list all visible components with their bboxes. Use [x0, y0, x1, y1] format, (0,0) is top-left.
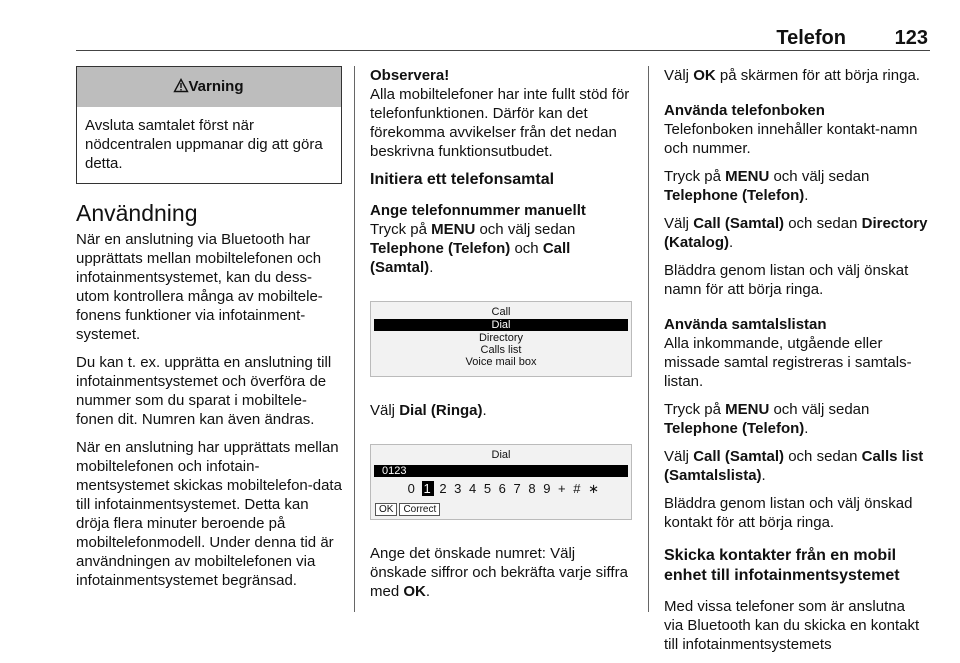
- text: .: [761, 467, 766, 484]
- paragraph: [370, 201, 632, 277]
- menu-key-label: MENU: [725, 168, 770, 185]
- menu-key-label: MENU: [431, 221, 476, 238]
- page-number: 123: [894, 27, 928, 49]
- subheading: Använda telefonboken: [664, 102, 825, 119]
- text: Välj: [664, 215, 694, 232]
- paragraph: [664, 167, 928, 205]
- subheading: Använda samtalslistan: [664, 316, 827, 333]
- note-text: Alla mobiltelefoner har inte fullt stöd för telefonfunktionen. Därför kan det förekomma avvikelser från det nedan beskrivna funktionsutbudet.: [370, 86, 630, 160]
- subheading: Ange telefonnummer manuellt: [370, 202, 586, 219]
- menu-item-label: Directory (Katalog): [664, 215, 928, 251]
- screen-title: Call: [491, 306, 511, 318]
- paragraph: Du kan t. ex. upprätta en anslutning till infotainmentsystemet och överföra de nummer som du sparat i mobiltele-fonen dit. Numren kan även ändras.: [76, 354, 332, 428]
- menu-item-label: Calls list (Samtalslista): [664, 448, 924, 484]
- text: .: [729, 234, 734, 251]
- column-divider: [648, 66, 649, 612]
- paragraph: [664, 214, 928, 252]
- column-2: [370, 66, 632, 610]
- paragraph: [664, 66, 928, 85]
- text: Tryck på: [370, 221, 432, 238]
- text: Välj: [664, 448, 694, 465]
- text: och: [510, 240, 543, 257]
- menu-key-label: MENU: [725, 401, 770, 418]
- ok-softkey: OK: [375, 503, 397, 516]
- text: Tryck på: [664, 401, 726, 418]
- text: på skärmen för att börja ringa.: [715, 67, 920, 84]
- note-title: Observera!: [370, 67, 450, 84]
- column-1: [76, 66, 342, 599]
- menu-item-label: Telephone (Telefon): [664, 187, 805, 204]
- call-menu-screen: [370, 301, 632, 377]
- menu-item-label: Telephone (Telefon): [664, 420, 805, 437]
- paragraph: När en anslutning via Bluetooth har upprättats mellan mobiltelefonen och infotainmentsystemet, kan du dess-utom kontrollera många av mobiltele-fonens funktioner via infotainment-systemet.: [76, 231, 323, 343]
- screen-menu-item-selected: Dial: [374, 319, 628, 331]
- screen-menu-item: Voice mail box: [465, 356, 537, 368]
- paragraph: [664, 400, 928, 438]
- text: Välj: [664, 67, 694, 84]
- header-rule: [76, 50, 930, 51]
- column-divider: [354, 66, 355, 612]
- text: Ange det önskade numret: Välj önskade siffror och bekräfta varje siffra med: [370, 545, 628, 600]
- text: Tryck på: [664, 168, 726, 185]
- menu-key-label: OK: [403, 583, 426, 600]
- screen-menu-item: Directory: [478, 332, 523, 344]
- text: och välj sedan: [769, 168, 870, 185]
- warning-box: [76, 66, 342, 184]
- text: och välj sedan: [475, 221, 576, 238]
- text: .: [429, 259, 434, 276]
- text: Alla inkommande, utgående eller missade samtal registreras i samtals-listan.: [664, 335, 912, 390]
- menu-item-label: Call (Samtal): [693, 448, 785, 465]
- paragraph: [664, 315, 928, 391]
- text: Telefonboken innehåller kontakt-namn och nummer.: [664, 121, 918, 157]
- menu-item-label: Call (Samtal): [693, 215, 785, 232]
- warning-triangle-icon: [174, 79, 188, 92]
- subsection-heading: Skicka kontakter från en mobil enhet till infotainmentsystemet: [664, 547, 900, 584]
- screen-buttons: [375, 503, 442, 516]
- paragraph: [370, 544, 632, 601]
- paragraph: [370, 401, 632, 420]
- paragraph: När en anslutning har upprättats mellan mobiltelefonen och infotain-mentsystemet skickas mobiltelefon-data till infotainmentsystemet. Detta kan dröja flera minuter beroende på mobiltelefonmodell. Under denna tid är användningen av mobiltelefonen via infotainmentsystemet begränsad.: [76, 439, 342, 589]
- warning-header: [77, 67, 341, 107]
- text: Välj: [370, 402, 400, 419]
- text: och sedan: [784, 448, 862, 465]
- text: .: [482, 402, 487, 419]
- digit: 0: [407, 481, 417, 496]
- screen-menu-item: Calls list: [480, 344, 522, 356]
- digit-selector: [371, 479, 631, 499]
- menu-item-label: Telephone (Telefon): [370, 240, 511, 257]
- paragraph: Bläddra genom listan och välj önskat namn för att börja ringa.: [664, 262, 909, 298]
- digits: 2 3 4 5 6 7 8 9 + # ∗: [439, 481, 601, 496]
- text: och välj sedan: [769, 401, 870, 418]
- menu-item-label: Dial (Ringa): [399, 402, 483, 419]
- warning-text: Avsluta samtalet först när nödcentralen uppmanar dig att göra detta.: [85, 117, 323, 172]
- digit-selected: 1: [423, 481, 433, 496]
- dial-number-field: 0123: [374, 465, 628, 477]
- text: .: [425, 583, 431, 600]
- subsection-heading: Initiera ett telefonsamtal: [370, 171, 555, 188]
- screen-title: Dial: [491, 449, 511, 461]
- running-header-title: Telefon: [776, 27, 846, 49]
- warning-title: Varning: [188, 78, 244, 95]
- dial-screen: [370, 444, 632, 520]
- menu-item-label: Call (Samtal): [370, 240, 571, 276]
- paragraph: [664, 101, 928, 158]
- note: [370, 66, 632, 161]
- paragraph: Bläddra genom listan och välj önskad kontakt för att börja ringa.: [664, 495, 913, 531]
- text: .: [804, 420, 809, 437]
- section-heading: Användning: [76, 200, 198, 226]
- correct-softkey: Correct: [399, 503, 440, 516]
- paragraph: [664, 447, 928, 485]
- text: .: [804, 187, 809, 204]
- text: och sedan: [784, 215, 862, 232]
- column-3: [664, 66, 928, 663]
- menu-key-label: OK: [693, 67, 716, 84]
- paragraph: Med vissa telefoner som är anslutna via Bluetooth kan du skicka en kontakt till infotainmentsystemets: [664, 598, 920, 653]
